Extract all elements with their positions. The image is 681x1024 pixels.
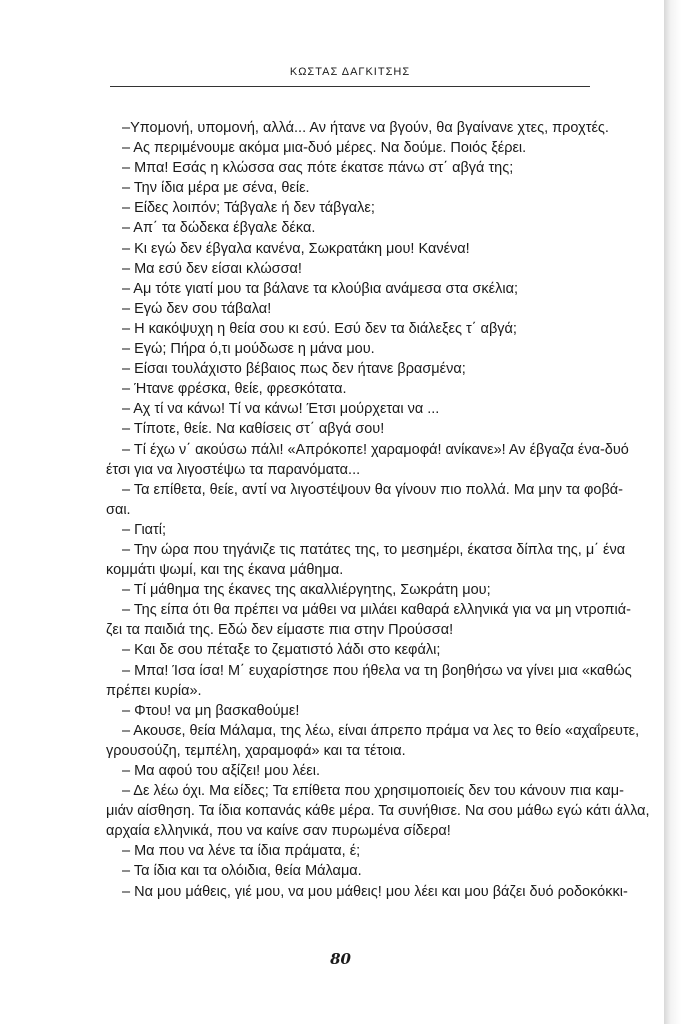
- text-line: – Κι εγώ δεν έβγαλα κανένα, Σωκρατάκη μου! Κανένα!: [122, 240, 470, 257]
- text-line: κομμάτι ψωμί, και της έκανα μάθημα.: [106, 562, 344, 579]
- text-line: – Μπα! Εσάς η κλώσσα σας πότε έκατσε πάνω στ΄ αβγά της;: [122, 160, 514, 177]
- text-line: – Είδες λοιπόν; Τάβγαλε ή δεν τάβγαλε;: [122, 200, 375, 217]
- text-line: – Μα εσύ δεν είσαι κλώσσα!: [122, 260, 302, 277]
- text-line: – Ήτανε φρέσκα, θείε, φρεσκότατα.: [122, 381, 347, 398]
- text-line: – Της είπα ότι θα πρέπει να μάθει να μιλάει καθαρά ελληνικά για να μη ντροπιά-: [122, 602, 631, 619]
- running-head: ΚΩΣΤΑΣ ΔΑΓΚΙΤΣΗΣ: [289, 66, 411, 78]
- text-line: έτσι για να λιγοστέψω τα παρανόματα...: [106, 461, 361, 478]
- text-line: – Να μου μάθεις, γιέ μου, να μου μάθεις! μου λέει και μου βάζει δυό ροδοκόκκι-: [122, 883, 628, 900]
- text-line: γρουσούζη, τεμπέλη, χαραμοφά» και τα τέτοια.: [106, 742, 406, 759]
- header-rule: [110, 86, 590, 87]
- text-line: ζει τα παιδιά της. Εδώ δεν είμαστε πια στην Προύσσα!: [106, 622, 454, 639]
- text-line: – Γιατί;: [122, 521, 167, 538]
- text-line: – Εγώ; Πήρα ό,τι μούδωσε η μάνα μου.: [122, 341, 375, 358]
- text-line: – Τα ίδια και τα ολόιδια, θεία Μάλαμα.: [122, 863, 362, 880]
- body-text: [106, 118, 681, 902]
- text-line: – Είσαι τουλάχιστο βέβαιος πως δεν ήτανε βρασμένα;: [122, 361, 466, 378]
- text-line: – Φτου! να μη βασκαθούμε!: [122, 702, 300, 719]
- text-line: – Τα επίθετα, θείε, αντί να λιγοστέψουν θα γίνουν πιο πολλά. Μα μην τα φοβά-: [122, 481, 624, 498]
- text-line: – Εγώ δεν σου τάβαλα!: [122, 300, 272, 317]
- text-line: – Αμ τότε γιατί μου τα βάλανε τα κλούβια ανάμεσα στα σκέλια;: [122, 280, 518, 297]
- text-line: – Την ίδια μέρα με σένα, θείε.: [122, 180, 310, 197]
- text-line: – Τί έχω ν΄ ακούσω πάλι! «Απρόκοπε! χαραμοφά! ανίκανε»! Αν έβγαζα ένα-δυό: [122, 441, 629, 458]
- text-line: – Την ώρα που τηγάνιζε τις πατάτες της, το μεσημέρι, έκατσα δίπλα της, μ΄ ένα: [122, 541, 626, 558]
- text-line: – Μπα! Ίσα ίσα! Μ΄ ευχαρίστησε που ήθελα να τη βοηθήσω να γίνει μια «καθώς: [122, 662, 632, 679]
- text-line: – Ας περιμένουμε ακόμα μια-δυό μέρες. Να δούμε. Ποιός ξέρει.: [122, 140, 527, 157]
- text-line: μιάν αίσθηση. Τα ίδια κοπανάς κάθε μέρα. Τα συνήθισε. Να σου μάθω εγώ κάτι άλλα,: [106, 803, 650, 820]
- text-line: – Τίποτε, θείε. Να καθίσεις στ΄ αβγά σου!: [122, 421, 385, 438]
- text-line: – Και δε σου πέταξε το ζεματιστό λάδι στο κεφάλι;: [122, 642, 441, 659]
- text-line: – Τί μάθημα της έκανες της ακαλλιέργητης, Σωκράτη μου;: [122, 582, 491, 599]
- text-line: σαι.: [106, 501, 131, 518]
- text-line: –Υπομονή, υπομονή, αλλά... Αν ήτανε να βγούν, θα βγαίνανε χτες, προχτές.: [122, 120, 609, 136]
- text-line: – Δε λέω όχι. Μα είδες; Τα επίθετα που χρησιμοποιείς δεν του κάνουν πια καμ-: [122, 783, 624, 800]
- text-line: – Αχ τί να κάνω! Τί να κάνω! Έτσι μούρχεται να ...: [122, 401, 440, 418]
- text-line: – Απ΄ τα δώδεκα έβγαλε δέκα.: [122, 220, 316, 237]
- text-line: – Μα που να λένε τα ίδια πράματα, έ;: [122, 843, 361, 860]
- text-line: – Μα αφού του αξίζει! μου λέει.: [122, 763, 320, 779]
- text-line: πρέπει κυρία».: [106, 682, 202, 699]
- text-line: – Ακουσε, θεία Μάλαμα, της λέω, είναι άπρεπο πράμα να λες το θείο «αχαΐρευτε,: [122, 722, 640, 739]
- text-line: αρχαία ελληνικά, που να καίνε σαν πυρωμένα σίδερα!: [106, 823, 451, 840]
- text-line: – Η κακόψυχη η θεία σου κι εσύ. Εσύ δεν τα διάλεξες τ΄ αβγά;: [122, 320, 517, 337]
- page-number: 80: [330, 950, 351, 968]
